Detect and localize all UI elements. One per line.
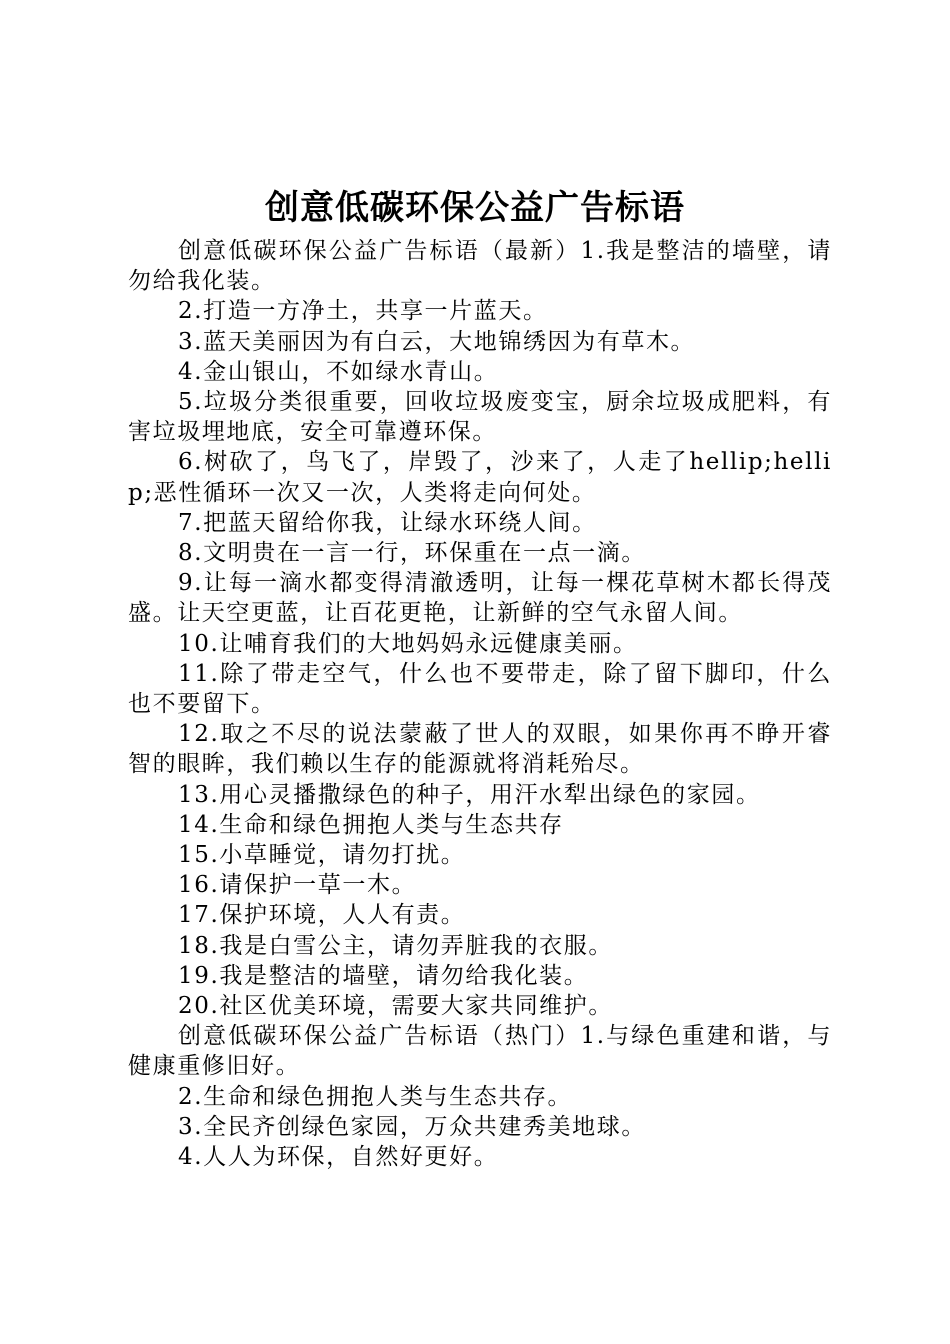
paragraph: 11.除了带走空气，什么也不要带走，除了留下脚印，什么也不要留下。 — [128, 660, 832, 718]
paragraph: 15.小草睡觉，请勿打扰。 — [178, 842, 466, 869]
paragraph: 创意低碳环保公益广告标语（热门）1.与绿色重建和谐，与健康重修旧好。 — [128, 1023, 832, 1080]
paragraph: 14.生命和绿色拥抱人类与生态共存 — [178, 811, 564, 838]
paragraph: 20.社区优美环境，需要大家共同维护。 — [178, 993, 613, 1020]
paragraph: 5.垃圾分类很重要，回收垃圾废变宝，厨余垃圾成肥料，有害垃圾埋地底，安全可靠遵环保。 — [128, 389, 832, 446]
paragraph: 4.金山银山，不如绿水青山。 — [178, 358, 499, 385]
paragraph: 13.用心灵播撒绿色的种子，用汗水犁出绿色的家园。 — [178, 781, 761, 808]
paragraph: 10.让哺育我们的大地妈妈永远健康美丽。 — [178, 630, 638, 657]
paragraph: 17.保护环境，人人有责。 — [178, 902, 466, 929]
paragraph: 6.树砍了，鸟飞了，岸毁了，沙来了，人走了hellip;hellip;恶性循环一次又一次，人类将走向何处。 — [128, 449, 832, 506]
paragraph: 4.人人为环保，自然好更好。 — [178, 1144, 499, 1171]
paragraph: 3.全民齐创绿色家园，万众共建秀美地球。 — [178, 1113, 646, 1140]
document-title: 创意低碳环保公益广告标语 — [265, 188, 685, 228]
paragraph: 7.把蓝天留给你我，让绿水环绕人间。 — [178, 509, 597, 536]
paragraph: 2.打造一方净土，共享一片蓝天。 — [178, 298, 548, 325]
paragraph: 9.让每一滴水都变得清澈透明，让每一棵花草树木都长得茂盛。让天空更蓝，让百花更艳，让新鲜的空气永留人间。 — [128, 570, 832, 627]
paragraph: 12.取之不尽的说法蒙蔽了世人的双眼，如果你再不睁开睿智的眼眸，我们赖以生存的能源就将消耗殆尽。 — [128, 721, 832, 778]
paragraph: 创意低碳环保公益广告标语（最新）1.我是整洁的墙壁，请勿给我化装。 — [128, 238, 832, 295]
paragraph: 8.文明贵在一言一行，环保重在一点一滴。 — [178, 540, 646, 567]
paragraph: 3.蓝天美丽因为有白云，大地锦绣因为有草木。 — [178, 328, 696, 355]
paragraph: 2.生命和绿色拥抱人类与生态共存。 — [178, 1083, 573, 1110]
paragraph: 16.请保护一草一木。 — [178, 872, 417, 899]
paragraph: 19.我是整洁的墙壁，请勿给我化装。 — [178, 962, 589, 989]
document-body — [128, 236, 832, 1172]
paragraph: 18.我是白雪公主，请勿弄脏我的衣服。 — [178, 932, 613, 959]
